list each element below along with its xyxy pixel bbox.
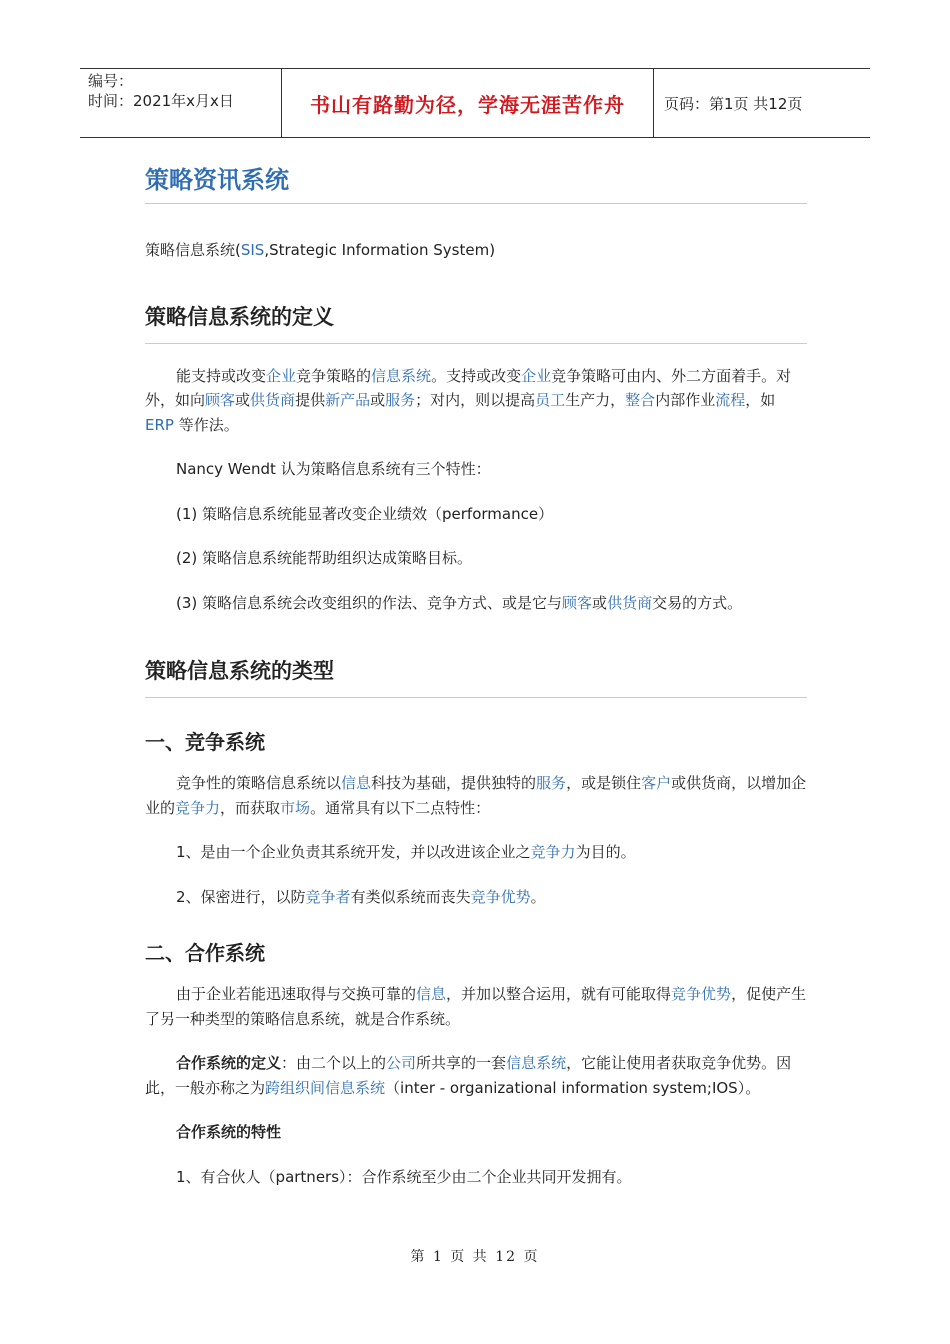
inline-text: 。通常具有以下二点特性： [310,798,491,817]
inline-text: 竞争策略可由内、外二方面着手。对外，如向 [145,366,792,409]
doc-number-label: 编号： [88,72,134,90]
inline-link[interactable]: 供货商 [250,391,296,409]
subtitle-post: ,Strategic Information System) [264,241,496,259]
section-heading-definition: 策略信息系统的定义 [145,301,807,344]
inline-link[interactable]: 信息系统 [506,1054,567,1072]
inline-text: ，并加以整合运用，就有可能取得 [446,985,672,1003]
nancy-paragraph: Nancy Wendt 认为策略信息系统有三个特性： [176,460,491,478]
inline-text: 或 [592,593,608,612]
inline-text: 2、保密进行，以防 [176,887,306,906]
inline-link[interactable]: 供货商 [607,593,653,612]
page-title: 策略资讯系统 [145,160,807,204]
inline-text: 为目的。 [575,843,636,861]
inline-link[interactable]: 市场 [280,798,311,817]
cooperative-definition [145,1051,807,1100]
header-page-info: 页码：第1页 共12页 [664,94,803,113]
inline-link[interactable]: 信息 [341,774,372,792]
inline-text: 竞争性的策略信息系统以 [176,774,342,792]
inline-text: 竞争策略的 [296,366,372,385]
inline-link[interactable]: 流程 [715,391,746,409]
competitive-paragraph [145,771,807,820]
inline-text: 或 [235,391,251,409]
inline-text: ，而获取 [220,798,281,817]
inline-text: 交易的方式。 [652,593,743,612]
page-header [80,68,870,138]
inline-link[interactable]: 顾客 [562,593,593,612]
inline-text: （inter - organizational information system;IOS）。 [385,1078,761,1097]
inline-text: 。支持或改变 [431,366,522,385]
inline-text: 内部作业 [655,391,716,409]
inline-text: ；对内，则以提高 [415,391,536,409]
competitive-point-2 [145,885,807,910]
inline-text: ，促使产生了另一种类型的策略信息系统，就是合作系统。 [145,985,807,1028]
doc-date-label: 时间：2021年x月x日 [88,92,234,110]
inline-link[interactable]: 客户 [641,774,672,792]
inline-text: 提供 [295,391,326,409]
cooperative-paragraph [145,982,807,1031]
trait-item-3 [145,591,807,616]
inline-link[interactable]: ERP [145,415,174,434]
inline-text: 所共享的一套 [416,1054,507,1072]
inline-link[interactable]: 跨组织间信息系统 [265,1078,386,1097]
subtitle [145,238,807,263]
inline-link[interactable]: 服务 [385,391,416,409]
inline-text: 1、是由一个企业负责其系统开发，并以改进该企业之 [176,843,531,861]
cooperative-traits-label [145,1120,807,1145]
inline-text: ，或是锁住 [566,774,642,792]
inline-text: ：由二个以上的 [281,1054,387,1072]
definition-paragraph [145,364,807,438]
inline-link[interactable]: 竞争力 [530,843,576,861]
header-meta [80,69,282,137]
inline-text: (3) 策略信息系统会改变组织的作法、竞争方式、或是它与 [176,593,563,612]
trait-item-1: (1) 策略信息系统能显著改变企业绩效（performance） [176,504,554,523]
subsection-heading-competitive: 一、竞争系统 [145,730,265,754]
inline-text: ，如 [745,391,776,409]
inline-link[interactable]: 企业 [521,366,552,385]
inline-link[interactable]: 服务 [536,774,567,792]
inline-link[interactable]: 员工 [535,391,566,409]
page-footer: 第 1 页 共 12 页 [410,1249,540,1265]
inline-text: 或供货商，以增加企业的 [145,774,807,817]
inline-text: 能支持或改变 [176,366,267,385]
inline-link[interactable]: 企业 [266,366,297,385]
inline-text: 等作法。 [173,415,239,434]
cooperative-traits-label-text: 合作系统的特性 [176,1123,282,1141]
inline-link[interactable]: 竞争者 [305,887,351,906]
subsection-heading-cooperative: 二、合作系统 [145,941,265,965]
inline-text: 由于企业若能迅速取得与交换可靠的 [176,985,417,1003]
competitive-point-1 [145,840,807,865]
subtitle-pre: 策略信息系统( [145,241,241,259]
cooperative-trait-1: 1、有合伙人（partners）：合作系统至少由二个企业共同开发拥有。 [176,1167,632,1186]
inline-text: 有类似系统而丧失 [350,887,471,906]
inline-link[interactable]: 信息系统 [371,366,432,385]
inline-text: 或 [370,391,386,409]
cooperative-definition-label: 合作系统的定义 [176,1054,282,1072]
inline-link[interactable]: 公司 [386,1054,417,1072]
inline-link[interactable]: 新产品 [325,391,371,409]
inline-text: 科技为基础，提供独特的 [371,774,537,792]
inline-link[interactable]: 信息 [416,985,447,1003]
section-heading-types: 策略信息系统的类型 [145,655,807,698]
inline-text: 。 [530,887,546,906]
inline-text: 生产力， [565,391,626,409]
inline-link[interactable]: 顾客 [205,391,236,409]
inline-text: ，它能让使用者获取竞争优势。因此，一般亦称之为 [145,1054,792,1097]
trait-item-2: (2) 策略信息系统能帮助组织达成策略目标。 [176,549,473,567]
inline-link[interactable]: 竞争优势 [470,887,531,906]
inline-link[interactable]: 竞争力 [175,798,221,817]
subtitle-link-sis[interactable]: SIS [240,241,265,259]
inline-link[interactable]: 竞争优势 [671,985,732,1003]
header-motto: 书山有路勤为径，学海无涯苦作舟 [282,69,654,137]
document-body [145,160,807,1189]
inline-link[interactable]: 整合 [625,391,656,409]
